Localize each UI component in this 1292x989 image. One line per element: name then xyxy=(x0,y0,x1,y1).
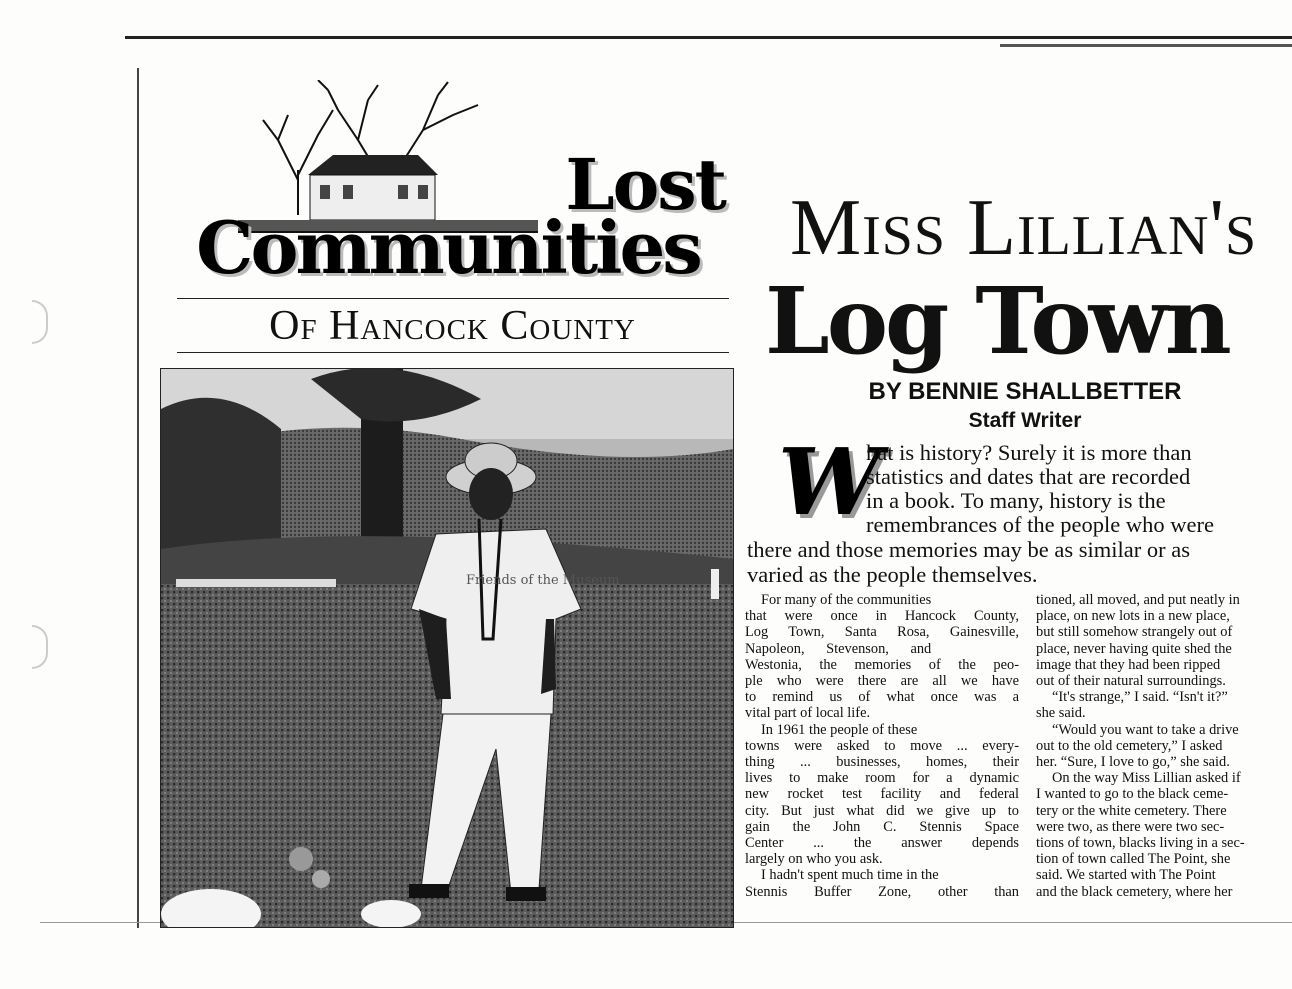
column-line: image that they had been ripped xyxy=(1036,656,1221,673)
binder-hole-bottom xyxy=(32,625,48,669)
byline-role: Staff Writer xyxy=(968,409,1082,432)
lead-line: in a book. To many, history is the xyxy=(866,488,1166,513)
byline: BY BENNIE SHALLBETTER xyxy=(868,378,1182,405)
lead-line: statistics and dates that are recorded xyxy=(866,464,1191,489)
subtitle-rule-top xyxy=(177,298,729,299)
top-rule xyxy=(125,36,1292,39)
column-line: gain the John C. Stennis Space xyxy=(745,818,1019,835)
subtitle-rule-bottom xyxy=(177,352,729,353)
column-line: lives to make room for a dynamic xyxy=(745,770,1019,787)
column-line: towns were asked to move ... every- xyxy=(745,737,1019,754)
masthead-title-lost: Lost xyxy=(565,143,725,226)
article-column-2 xyxy=(1036,592,1292,932)
column-line: but still somehow strangely out of xyxy=(1036,624,1233,641)
column-line: I wanted to go to the black ceme- xyxy=(1036,786,1229,803)
column-line: tery or the white cemetery. There xyxy=(1036,802,1227,819)
masthead-subtitle: Of Hancock County xyxy=(269,303,636,349)
top-rule-secondary xyxy=(1000,44,1292,47)
column-line: ple who were there are all we have xyxy=(745,673,1019,690)
column-line: tioned, all moved, and put neatly in xyxy=(1036,592,1240,608)
binder-hole-top xyxy=(32,300,48,344)
column-line: On the way Miss Lillian asked if xyxy=(1052,770,1241,787)
column-line: In 1961 the people of these xyxy=(761,721,918,738)
column-line: place, never having quite shed the xyxy=(1036,640,1232,657)
column-line: and the black cemetery, where her xyxy=(1036,883,1233,900)
headline-line-1: Miss Lillian's xyxy=(790,184,1258,272)
column-line: “Would you want to take a drive xyxy=(1052,721,1239,738)
photo-shirt-text: Friends of the Museum xyxy=(466,573,620,588)
column-line: Westonia, the memories of the peo- xyxy=(745,656,1019,673)
column-line: I hadn't spent much time in the xyxy=(761,867,939,884)
column-line: new rocket test facility and federal xyxy=(745,786,1019,803)
column-line: largely on who you ask. xyxy=(745,851,883,868)
column-line: city. But just what did we give up to xyxy=(745,802,1019,819)
column-line: “It's strange,” I said. “Isn't it?” xyxy=(1052,689,1228,706)
column-line: thing ... businesses, homes, their xyxy=(745,754,1019,771)
column-line: she said. xyxy=(1036,705,1086,722)
column-line: her. “Sure, I love to go,” she said. xyxy=(1036,754,1230,771)
column-line: out of their natural surroundings. xyxy=(1036,673,1226,690)
article-column-1 xyxy=(745,592,1019,932)
column-line: Log Town, Santa Rosa, Gainesville, xyxy=(745,624,1019,641)
column-line: were two, as there were two sec- xyxy=(1036,818,1225,835)
column-line: For many of the communities xyxy=(761,592,932,608)
column-line: place, on new lots in a new place, xyxy=(1036,608,1230,625)
photo-man-in-cemetery xyxy=(160,368,734,928)
headline-line-2: Log Town xyxy=(765,267,1229,375)
column-line: Napoleon, Stevenson, and xyxy=(745,640,932,657)
column-line: said. We started with The Point xyxy=(1036,867,1216,884)
column-line: Center ... the answer depends xyxy=(745,835,1019,852)
column-line: to remind us of what once was a xyxy=(745,689,1019,706)
lead-line: hat is history? Surely it is more than xyxy=(866,440,1192,465)
lead-line: varied as the people themselves. xyxy=(747,562,1038,587)
column-line: tions of town, blacks living in a sec- xyxy=(1036,835,1245,852)
column-line: Stennis Buffer Zone, other than xyxy=(745,883,1019,900)
lead-line: remembrances of the people who were xyxy=(866,512,1214,537)
column-line: tion of town called The Point, she xyxy=(1036,851,1231,868)
lead-line: there and those memories may be as similar or as xyxy=(747,537,1190,562)
drop-cap: W xyxy=(778,428,882,536)
column-line: out to the old cemetery,” I asked xyxy=(1036,737,1223,754)
column-line: vital part of local life. xyxy=(745,705,871,722)
masthead-title-communities: Communities xyxy=(196,205,700,290)
column-line: that were once in Hancock County, xyxy=(745,608,1019,625)
left-column-rule xyxy=(137,68,139,928)
